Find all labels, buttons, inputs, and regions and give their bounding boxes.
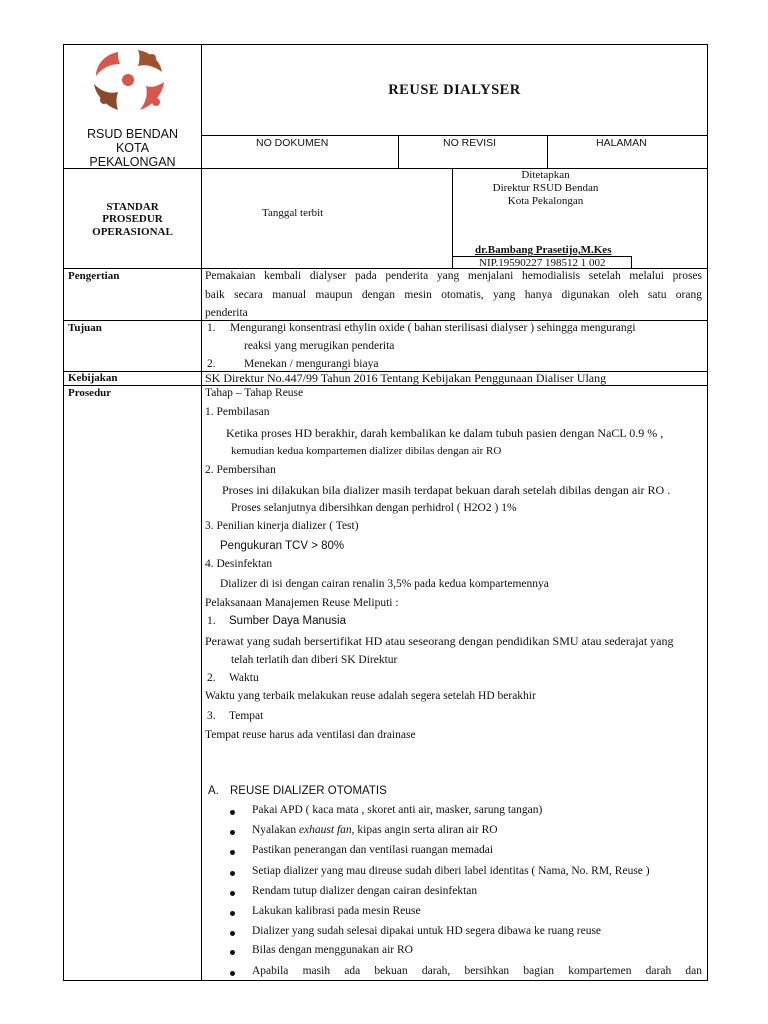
bullet-dot (230, 850, 235, 855)
step-2-line-1: Proses ini dilakukan bila dializer masih terdapat bekuan darah setelah dibilas dengan air RO . (222, 483, 671, 497)
bullet-dot (230, 971, 235, 976)
signer-name: dr.Bambang Prasetijo,M.Kes (475, 244, 612, 256)
outer-border-right (707, 44, 708, 981)
reuse-step-7: Dializer yang sudah selesai dipakai untuk HD segera dibawa ke ruang reuse (252, 925, 602, 937)
bullet-dot (230, 891, 235, 896)
no-dokumen-label: NO DOKUMEN (256, 137, 329, 149)
sop-label-line-3: OPERASIONAL (92, 226, 173, 238)
pelaksanaan-heading: Pelaksanaan Manajemen Reuse Meliputi : (205, 597, 399, 609)
signer-nip: NIP.19590227 198512 1 002 (479, 257, 606, 269)
row-divider-tujuan (63, 320, 708, 321)
pengertian-line-1: Pemakaian kembali dialyser pada penderita yang menjalani hemodialisis setelah melalui proses (205, 270, 702, 282)
doc-col-divider-2 (547, 135, 548, 169)
pengertian-line-2: baik secara manual maupun dengan mesin otomatis, yang hanya digunakan oleh satu orang (205, 289, 702, 301)
reuse-step-3: Pastikan penerangan dan ventilasi ruangan memadai (252, 844, 494, 856)
reuse-step-8: Bilas dengan menggunakan air RO (252, 944, 413, 956)
reuse-step-5: Rendam tutup dializer dengan cairan desinfektan (252, 885, 478, 897)
ditetapkan-line-2: Direktur RSUD Bendan (492, 182, 599, 194)
manajemen-item-3: Tempat (229, 710, 264, 722)
manajemen-item-2-line-1: Waktu yang terbaik melakukan reuse adalah segera setelah HD berakhir (205, 690, 536, 702)
title-row-divider (201, 135, 708, 136)
section-a-letter: A. (208, 785, 219, 797)
tujuan-item-1b: reaksi yang merugikan penderita (244, 340, 395, 352)
pengertian-line-3: penderita (205, 307, 248, 319)
manajemen-item-3-line-1: Tempat reuse harus ada ventilasi dan drainase (205, 729, 416, 741)
tanggal-terbit-label: Tanggal terbit (262, 207, 324, 219)
reuse-step-6: Lakukan kalibrasi pada mesin Reuse (252, 905, 421, 917)
step-4-line-1: Dializer di isi dengan cairan renalin 3,5% pada kedua kompartemennya (220, 578, 549, 590)
hospital-logo (88, 46, 170, 114)
reuse-step-9: Apabila masih ada bekuan darah, bersihkan bagian kompartemen darah dan (252, 965, 702, 977)
hospital-name-line-3: PEKALONGAN (89, 155, 176, 169)
prosedur-label: Prosedur (68, 387, 112, 399)
manajemen-item-2: Waktu (229, 672, 259, 684)
reuse-step-2: Nyalakan exhaust fan, kipas angin serta aliran air RO (252, 824, 498, 836)
step-1-title: 1. Pembilasan (205, 406, 270, 418)
sop-label-line-2: PROSEDUR (102, 213, 163, 225)
step-3-line-1: Pengukuran TCV > 80% (220, 540, 345, 552)
bullet-dot (230, 931, 235, 936)
manajemen-item-1: Sumber Daya Manusia (229, 615, 346, 627)
step-3-title: 3. Penilian kinerja dializer ( Test) (205, 520, 359, 532)
bullet-dot (230, 871, 235, 876)
label-column-divider (201, 44, 202, 981)
step-1-line-2: kemudian kedua kompartemen dializer dibilas dengan air RO (231, 445, 502, 457)
bullet-dot (230, 810, 235, 815)
step-2-title: 2. Pembersihan (205, 464, 276, 476)
section-a-title: REUSE DIALIZER OTOMATIS (230, 785, 387, 797)
kebijakan-text: SK Direktur No.447/99 Tahun 2016 Tentang Kebijakan Penggunaan Dialiser Ulang (205, 371, 607, 385)
document-title: REUSE DIALYSER (388, 82, 521, 98)
outer-border-bottom (63, 980, 708, 981)
outer-border-left (63, 44, 64, 981)
outer-border-top (63, 44, 708, 45)
tujuan-label: Tujuan (68, 322, 102, 334)
step-1-line-1: Ketika proses HD berakhir, darah kembalikan ke dalam tubuh pasien dengan NaCL 0.9 % , (226, 426, 664, 440)
step-4-title: 4. Desinfektan (205, 558, 273, 570)
manajemen-item-1-line-2: telah terlatih dan diberi SK Direktur (231, 654, 398, 666)
reuse-step-1: Pakai APD ( kaca mata , skoret anti air, masker, sarung tangan) (252, 804, 543, 816)
halaman-label: HALAMAN (596, 137, 647, 149)
manajemen-number-3: 3. (207, 710, 216, 722)
hospital-name-line-2: KOTA (115, 141, 150, 155)
manajemen-number-1: 1. (207, 615, 216, 627)
manajemen-item-1-line-1: Perawat yang sudah bersertifikat HD atau seseorang dengan pendidikan SMU atau sederajat yang (205, 634, 674, 648)
pengertian-label: Pengertian (68, 270, 120, 282)
hospital-name-line-1: RSUD BENDAN (87, 127, 178, 141)
kebijakan-label: Kebijakan (68, 372, 118, 384)
ditetapkan-line-3: Kota Pekalongan (507, 195, 584, 207)
manajemen-number-2: 2. (207, 672, 216, 684)
ditetapkan-line-1: Ditetapkan (521, 169, 570, 181)
reuse-step-4: Setiap dializer yang mau direuse sudah diberi label identitas ( Nama, No. RM, Reuse ) (252, 865, 650, 877)
tujuan-number-2: 2. (207, 358, 216, 370)
doc-col-divider-1 (398, 135, 399, 169)
bullet-dot (230, 911, 235, 916)
bullet-dot (230, 950, 235, 955)
row-divider-pengertian (63, 268, 708, 269)
no-revisi-label: NO REVISI (443, 137, 497, 149)
tujuan-item-1a: Mengurangi konsentrasi ethylin oxide ( bahan sterilisasi dialyser ) sehingga mengurangi (230, 322, 636, 334)
tujuan-item-2: Menekan / mengurangi biaya (244, 358, 379, 370)
sop-label-line-1: STANDAR (106, 201, 159, 213)
step-2-line-2: Proses selanjutnya dibersihkan dengan perhidrol ( H2O2 ) 1% (231, 502, 517, 514)
prosedur-tahap: Tahap – Tahap Reuse (205, 387, 304, 399)
bullet-dot (230, 830, 235, 835)
tujuan-number-1: 1. (207, 322, 216, 334)
